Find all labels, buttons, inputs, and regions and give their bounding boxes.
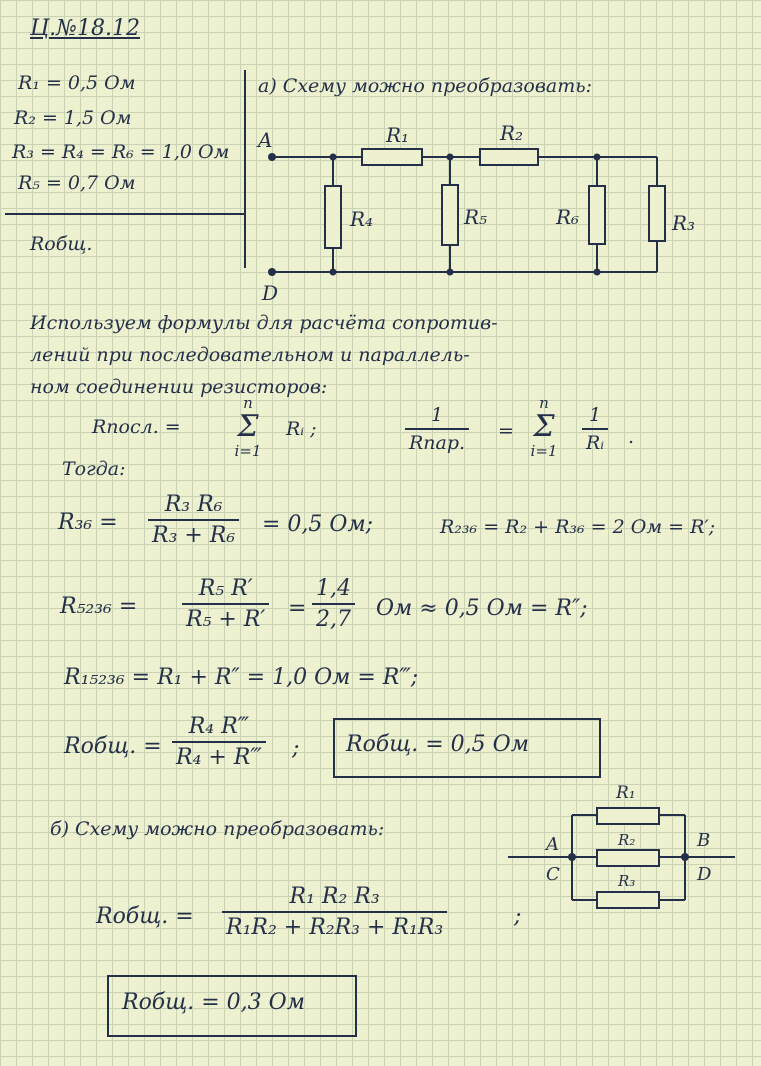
b-node-d: D [697, 864, 712, 885]
given-r346: R₃ = R₄ = R₆ = 1,0 Ом [12, 141, 230, 163]
parallel-lhs-num: 1 [430, 404, 444, 426]
part-b-heading: б) Схему можно преобразовать: [50, 818, 385, 840]
series-lhs: Rпосл. = [92, 416, 181, 438]
text-line-1: Используем формулы для расчёта сопротив- [30, 312, 498, 334]
label-r1: R₁ [386, 123, 410, 147]
series-sum-bottom: i=1 [234, 442, 262, 460]
parallel-rhs-den: Rᵢ [582, 428, 608, 454]
series-ri: Rᵢ ; [286, 418, 317, 440]
text-line-3: ном соединении резисторов: [30, 376, 328, 398]
formula-b-lhs: Rобщ. = [96, 904, 194, 929]
part-a-heading: а) Схему можно преобразовать: [258, 75, 592, 97]
node-d-label: D [262, 281, 279, 300]
find-label: Rобщ. [30, 233, 93, 255]
b-label-r1: R₁ [616, 783, 636, 803]
r5236-eq: = [288, 596, 307, 621]
r36-lhs: R₃₆ = [58, 510, 118, 535]
given-r5: R₅ = 0,7 Ом [18, 172, 136, 194]
r15236-expression: R₁₅₂₃₆ = R₁ + R″ = 1,0 Ом = R‴; [64, 665, 419, 690]
label-r2: R₂ [500, 121, 524, 145]
b-node-c: C [546, 864, 560, 885]
given-r1: R₁ = 0,5 Ом [18, 72, 136, 94]
b-label-r3: R₃ [618, 872, 636, 890]
r5236-num2: 1,4 [316, 576, 351, 601]
togda-label: Тогда: [62, 458, 126, 480]
series-sum-top: n [243, 394, 253, 412]
rtot-lhs: Rобщ. = [64, 734, 162, 759]
r5236-den: R₅ + R′ [182, 603, 269, 632]
rtot-den: R₄ + R‴ [172, 741, 266, 770]
problem-number: Ц.№18.12 [30, 16, 140, 41]
rtot-semicolon: ; [292, 736, 300, 761]
r236-expression: R₂₃₆ = R₂ + R₃₆ = 2 Ом = R′; [440, 516, 716, 538]
parallel-dot: . [628, 426, 635, 448]
answer-b: Rобщ. = 0,3 Ом [122, 990, 305, 1015]
formula-b-fraction [222, 884, 447, 940]
rtot-num: R₄ R‴ [188, 714, 250, 739]
r5236-lhs: R₅₂₃₆ = [60, 594, 138, 619]
parallel-sum-bottom: i=1 [530, 442, 558, 460]
given-r2: R₂ = 1,5 Ом [14, 107, 132, 129]
b-node-b: B [697, 830, 711, 851]
r36-rhs: = 0,5 Ом; [262, 512, 374, 537]
label-r5: R₅ [464, 205, 488, 229]
r5236-den2: 2,7 [312, 603, 355, 632]
formula-b-num: R₁ R₂ R₃ [289, 884, 380, 909]
sigma-icon: Σ [237, 409, 259, 444]
r5236-num: R₅ R′ [198, 576, 253, 601]
r36-num: R₃ R₆ [164, 492, 223, 517]
parallel-equals: = [498, 420, 514, 442]
answer-a: Rобщ. = 0,5 Ом [346, 732, 529, 757]
formula-b-den: R₁R₂ + R₂R₃ + R₁R₃ [222, 911, 447, 940]
b-node-a: A [546, 834, 559, 855]
node-a-label: A [258, 128, 273, 152]
label-r4: R₄ [350, 207, 374, 231]
label-r6: R₆ [556, 205, 580, 229]
label-r3: R₃ [672, 211, 696, 235]
sigma-icon: Σ [533, 409, 555, 444]
parallel-lhs-den: Rпар. [405, 428, 469, 454]
formula-b-end: ; [514, 904, 522, 929]
parallel-sum-top: n [539, 394, 549, 412]
parallel-rhs-num: 1 [589, 404, 602, 426]
b-label-r2: R₂ [618, 831, 636, 849]
text-line-2: лений при последовательном и параллель- [30, 344, 470, 366]
r36-den: R₃ + R₆ [148, 519, 239, 548]
r5236-rhs: Ом ≈ 0,5 Ом = R″; [376, 596, 588, 621]
